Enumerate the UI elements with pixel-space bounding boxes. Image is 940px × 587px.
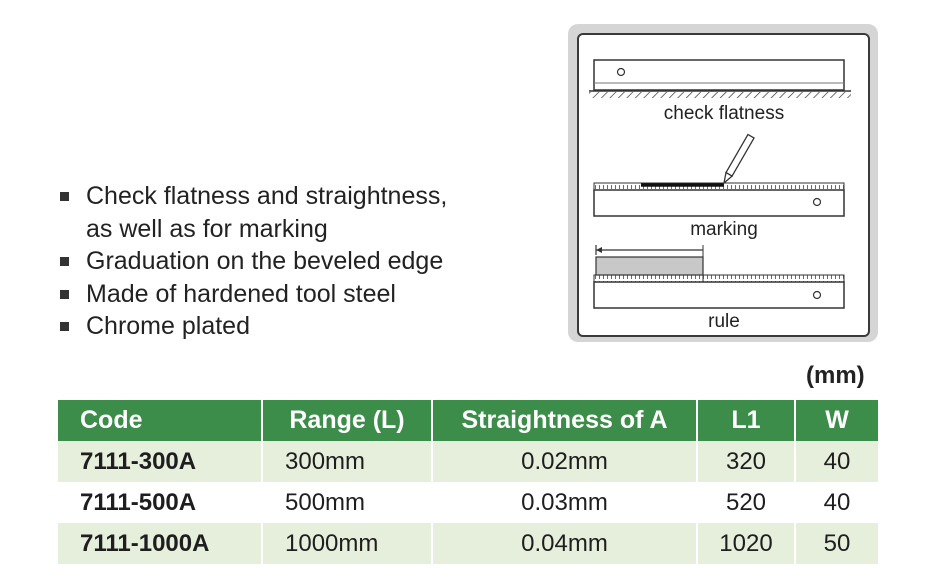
arrowhead-icon <box>596 247 602 253</box>
graduated-edge <box>594 275 844 282</box>
header-w: W <box>795 400 878 441</box>
cell-straightness: 0.02mm <box>432 441 697 482</box>
square-bullet-icon <box>60 290 69 299</box>
feature-list <box>58 180 447 343</box>
cell-l1: 1020 <box>697 523 795 564</box>
cell-code: 7111-1000A <box>58 523 262 564</box>
square-bullet-icon <box>60 192 69 201</box>
header-l1: L1 <box>697 400 795 441</box>
rule-illustration <box>594 245 844 308</box>
pencil-icon <box>721 134 754 184</box>
marking-illustration <box>594 134 844 216</box>
cell-l1: 320 <box>697 441 795 482</box>
header-code: Code <box>58 400 262 441</box>
header-range: Range (L) <box>262 400 432 441</box>
table-row <box>58 482 878 523</box>
spec-table <box>58 400 878 564</box>
cell-code: 7111-300A <box>58 441 262 482</box>
cell-range: 1000mm <box>262 523 432 564</box>
cell-straightness: 0.03mm <box>432 482 697 523</box>
straightedge-bar <box>594 60 844 90</box>
header-straightness: Straightness of A <box>432 400 697 441</box>
cell-range: 500mm <box>262 482 432 523</box>
cell-straightness: 0.04mm <box>432 523 697 564</box>
feature-text: Chrome plated <box>86 312 250 340</box>
check-flatness-illustration <box>589 60 851 98</box>
diagram-label-marking: marking <box>690 219 758 240</box>
usage-diagram-drawing <box>579 35 868 335</box>
cell-code: 7111-500A <box>58 482 262 523</box>
diagram-label-check-flatness: check flatness <box>663 103 785 124</box>
diagram-label-rule: rule <box>708 311 740 332</box>
table-header-row <box>58 400 878 441</box>
feature-item <box>58 278 447 311</box>
table-row <box>58 523 878 564</box>
feature-item <box>58 310 447 343</box>
cell-w: 50 <box>795 523 878 564</box>
usage-diagram-panel <box>577 33 870 337</box>
cell-l1: 520 <box>697 482 795 523</box>
feature-text-continued: as well as for marking <box>86 214 328 243</box>
surface-hatching <box>589 92 851 98</box>
usage-diagram <box>568 24 878 342</box>
unit-label: (mm) <box>806 362 865 389</box>
table-row <box>58 441 878 482</box>
cell-range: 300mm <box>262 441 432 482</box>
straightedge-bar <box>594 190 844 216</box>
cell-w: 40 <box>795 441 878 482</box>
feature-item <box>58 245 447 278</box>
feature-item <box>58 180 447 245</box>
measured-workpiece <box>596 257 703 275</box>
cell-w: 40 <box>795 482 878 523</box>
feature-text: Graduation on the beveled edge <box>86 247 444 275</box>
straightedge-bar <box>594 282 844 308</box>
square-bullet-icon <box>60 257 69 266</box>
feature-text: Check flatness and straightness, <box>86 182 448 210</box>
square-bullet-icon <box>60 322 69 331</box>
feature-text: Made of hardened tool steel <box>86 279 396 308</box>
